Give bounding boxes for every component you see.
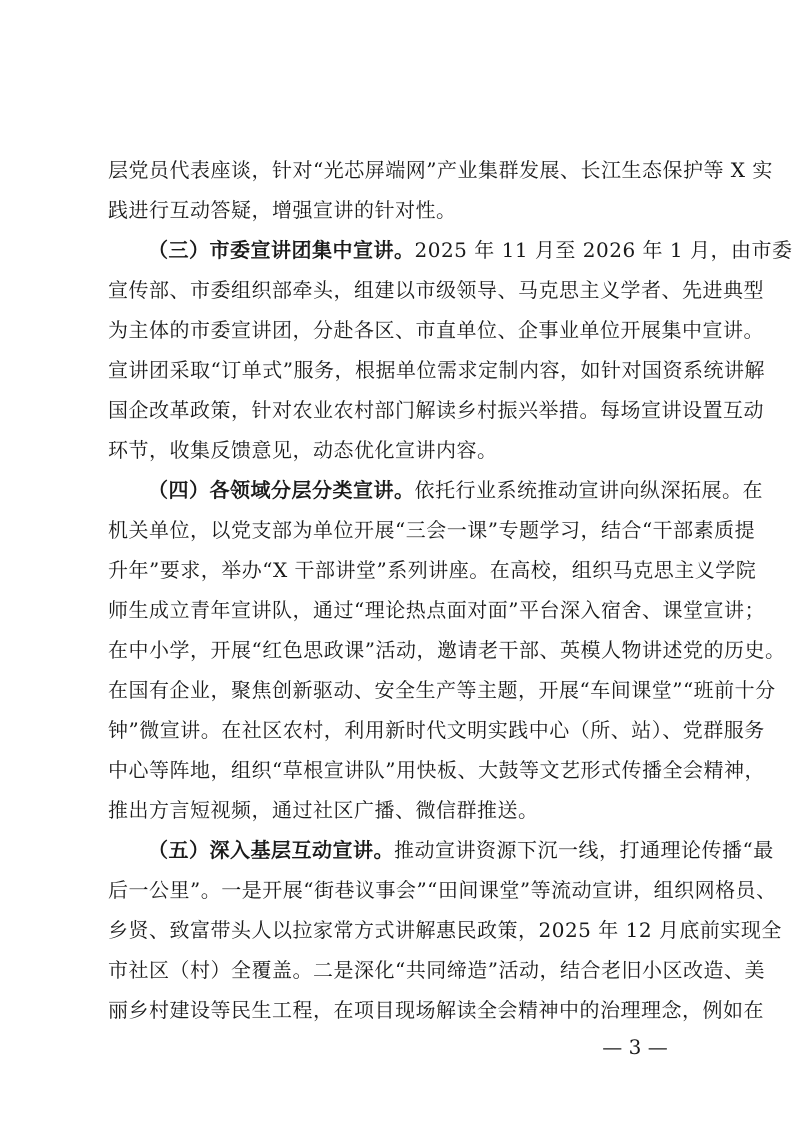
- body-text: 推动宣讲资源下沉一线，打通理论传播“最: [394, 838, 774, 862]
- body-text-line: 市社区（村）全覆盖。二是深化“共同缔造”活动，结合老旧小区改造、美: [108, 958, 765, 982]
- body-text-line: 升年”要求，举办“X 干部讲堂”系列讲座。在高校，组织马克思主义学院: [108, 558, 757, 582]
- body-text-line: 推出方言短视频，通过社区广播、微信群推送。: [108, 798, 539, 822]
- section-heading: （三）市委宣讲团集中宣讲。: [148, 238, 415, 262]
- section-heading: （五）深入基层互动宣讲。: [148, 838, 394, 862]
- section-heading-line: [148, 230, 793, 270]
- page-number: — 3 —: [602, 1035, 668, 1059]
- body-text-line: 环节，收集反馈意见，动态优化宣讲内容。: [108, 438, 498, 462]
- body-text-line: 丽乡村建设等民生工程，在项目现场解读全会精神中的治理理念，例如在: [108, 998, 764, 1022]
- body-text-line: 中心等阵地，组织“草根宣讲队”用快板、大鼓等文艺形式传播全会精神，: [108, 758, 765, 782]
- section-heading-line: [148, 830, 774, 870]
- body-text-line: 宣传部、市委组织部牵头，组建以市级领导、马克思主义学者、先进典型: [108, 278, 764, 302]
- body-text-line: 在中小学，开展“红色思政课”活动，邀请老干部、英模人物讲述党的历史。: [108, 638, 786, 662]
- section-heading: （四）各领域分层分类宣讲。: [148, 478, 415, 502]
- section-heading-line: [148, 470, 763, 510]
- body-text-line: 层党员代表座谈，针对“光芯屏端网”产业集群发展、长江生态保护等 X 实: [108, 158, 773, 182]
- body-text-line: 后一公里”。一是开展“街巷议事会”“田间课堂”等流动宣讲，组织网格员、: [108, 878, 777, 902]
- body-text-line: 机关单位，以党支部为单位开展“三会一课”专题学习，结合“干部素质提: [108, 518, 756, 542]
- body-text-line: 在国有企业，聚焦创新驱动、安全生产等主题，开展“车间课堂”“班前十分: [108, 678, 776, 702]
- body-text-line: 宣讲团采取“订单式”服务，根据单位需求定制内容，如针对国资系统讲解: [108, 358, 765, 382]
- body-text-line: 钟”微宣讲。在社区农村，利用新时代文明实践中心（所、站）、党群服务: [108, 718, 765, 742]
- body-text: 2025 年 11 月至 2026 年 1 月，由市委: [414, 238, 793, 262]
- body-text-line: 乡贤、致富带头人以拉家常方式讲解惠民政策，2025 年 12 月底前实现全: [108, 918, 782, 942]
- body-text-line: 师生成立青年宣讲队，通过“理论热点面对面”平台深入宿舍、课堂宣讲；: [108, 598, 765, 622]
- body-text-line: 国企改革政策，针对农业农村部门解读乡村振兴举措。每场宣讲设置互动: [108, 398, 764, 422]
- body-text-line: 为主体的市委宣讲团，分赴各区、市直单位、企事业单位开展集中宣讲。: [108, 318, 764, 342]
- body-text-line: 践进行互动答疑，增强宣讲的针对性。: [108, 198, 457, 222]
- body-text: 依托行业系统推动宣讲向纵深拓展。在: [414, 478, 763, 502]
